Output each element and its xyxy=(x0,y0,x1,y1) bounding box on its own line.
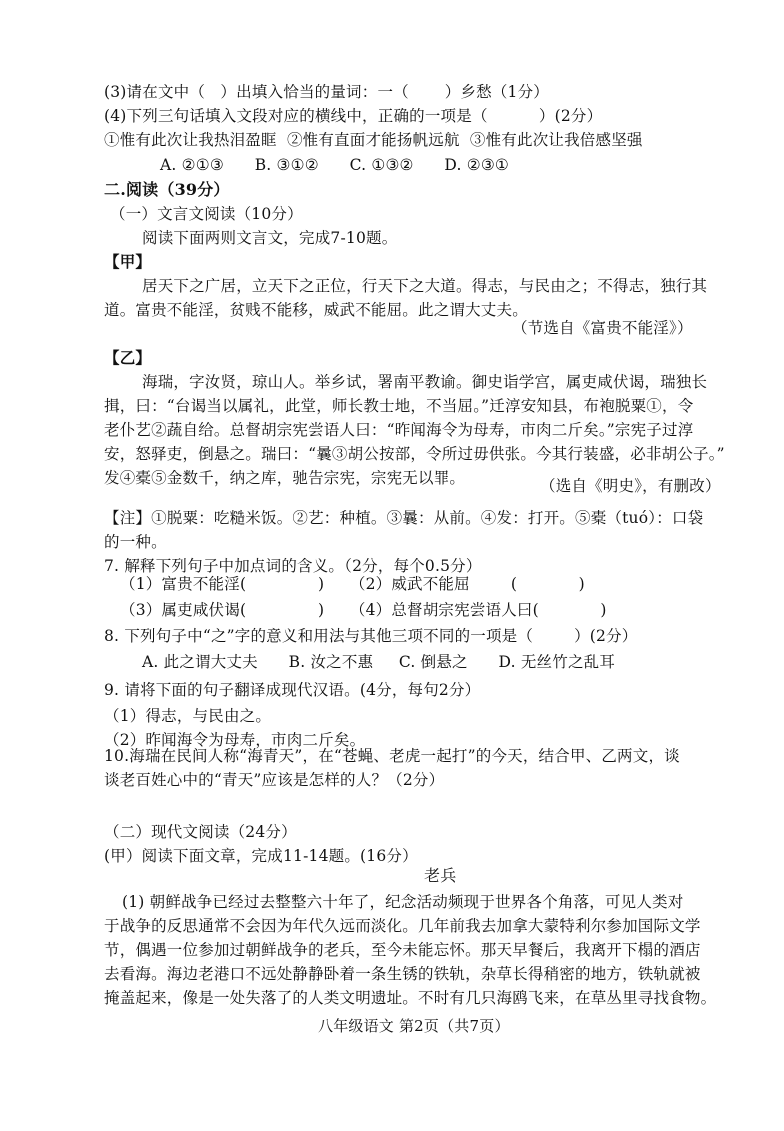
q7-line: 7. 解释下列句子中加点词的含义。（2分，每个0.5分） xyxy=(104,557,482,575)
q3-line: (3)请在文中（ ）出填入恰当的量词：一（ ）乡愁（1分） xyxy=(104,83,549,101)
q10-line-1: 10.海瑞在民间人称“海青天”，在“苍蝇、老虎一起打”的今天，结合甲、乙两文，谈 xyxy=(104,747,680,765)
notes-line-2: 的一种。 xyxy=(104,533,167,551)
q4-line: (4)下列三句话填入文段对应的横线中，正确的一项是（ ）(2分） xyxy=(104,107,603,125)
q4-options-sentences: ①惟有此次让我热泪盈眶 ②惟有直面才能扬帆远航 ③惟有此次让我倍感坚强 xyxy=(104,131,643,149)
classical-reading-heading: （一）文言文阅读（10分） xyxy=(110,205,303,223)
notes-line-1: 【注】①脱粟：吃糙米饭。②艺：种植。③曩：从前。④发：打开。⑤橐（tuó）：口袋 xyxy=(104,509,704,527)
passage-yi-label: 【乙】 xyxy=(104,348,152,367)
q9-item-2: （2）昨闻海令为母寿，市肉二斤矣。 xyxy=(104,731,366,749)
passage-yi-text-3: 老仆艺②蔬自给。总督胡宗宪尝语人曰：“昨闻海令为母寿，市肉二斤矣。”宗宪子过淳 xyxy=(104,421,694,439)
passage-yi-text-5: 发④橐⑤金数千，纳之库，驰告宗宪，宗宪无以罪。 xyxy=(104,469,466,487)
passage-jia-label: 【甲】 xyxy=(104,252,152,271)
q10-line-2: 谈老百姓心中的“青天”应该是怎样的人？（2分） xyxy=(104,771,445,789)
passage-yi-text-2: 揖，曰：“台谒当以属礼，此堂，师长教士地，不当屈。”迁淳安知县，布袍脱粟①，令 xyxy=(104,397,694,415)
classical-instruction: 阅读下面两则文言文，完成7-10题。 xyxy=(142,229,398,247)
article-para-1-line-2: 于战争的反思通常不会因为年代久远而淡化。几年前我去加拿大蒙特利尔参加国际文学 xyxy=(104,917,701,935)
article-title: 老兵 xyxy=(424,866,457,885)
passage-jia-source: （节选自《富贵不能淫》） xyxy=(512,319,693,337)
section-reading-heading: 二.阅读（39分） xyxy=(104,180,230,199)
article-para-1-line-1: (1) 朝鲜战争已经过去整整六十年了，纪念活动频现于世界各个角落，可见人类对 xyxy=(122,893,684,911)
passage-yi-source: （选自《明史》，有删改） xyxy=(540,477,721,495)
q7-items-1: （1）富贵不能淫( ) （2）威武不能屈 ( ) xyxy=(120,575,585,593)
q7-items-2: （3）属吏咸伏谒( ) （4）总督胡宗宪尝语人曰( ) xyxy=(120,601,607,619)
q9-line: 9. 请将下面的句子翻译成现代汉语。(4分，每句2分） xyxy=(104,681,481,699)
q8-line: 8. 下列句子中“之”字的意义和用法与其他三项不同的一项是（ ）(2分） xyxy=(104,627,638,645)
passage-yi-text-1: 海瑞，字汝贤，琼山人。举乡试，署南平教谕。御史诣学宫，属吏咸伏谒，瑞独长 xyxy=(142,373,708,391)
modern-reading-instruction: (甲）阅读下面文章，完成11-14题。(16分） xyxy=(104,847,418,865)
q9-item-1: （1）得志，与民由之。 xyxy=(104,707,272,725)
article-para-1-line-3: 节，偶遇一位参加过朝鲜战争的老兵，至今未能忘怀。那天早餐后，我离开下榻的酒店 xyxy=(104,941,701,959)
q4-choices: A. ②①③ B. ③①② C. ①③② D. ②③① xyxy=(160,156,510,174)
passage-jia-text-1: 居天下之广居，立天下之正位，行天下之大道。得志，与民由之；不得志，独行其 xyxy=(142,277,708,295)
modern-reading-heading: （二）现代文阅读（24分） xyxy=(104,823,297,841)
q8-choices: A. 此之谓大丈夫 B. 汝之不惠 C. 倒悬之 D. 无丝竹之乱耳 xyxy=(142,653,616,671)
article-para-1-line-5: 掩盖起来，像是一处失落了的人类文明遗址。不时有几只海鸥飞来，在草丛里寻找食物。 xyxy=(104,989,717,1007)
passage-jia-text-2: 道。富贵不能淫，贫贱不能移，威武不能屈。此之谓大丈夫。 xyxy=(104,301,528,319)
page-footer: 八年级语文 第2页（共7页） xyxy=(318,1017,510,1035)
article-para-1-line-4: 去看海。海边老港口不远处静静卧着一条生锈的铁轨，杂草长得稍密的地方，铁轨就被 xyxy=(104,965,701,983)
passage-yi-text-4: 安，怒驿吏，倒悬之。瑞曰：“曩③胡公按部，令所过毋供张。今其行装盛，必非胡公子。” xyxy=(104,445,725,463)
